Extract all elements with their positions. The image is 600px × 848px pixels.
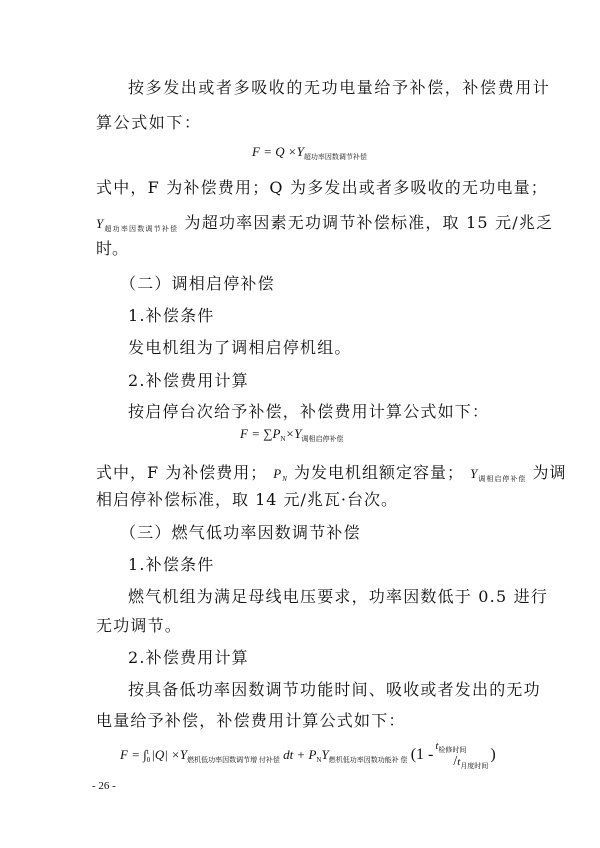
formula-gas-low-power-factor — [120, 740, 496, 772]
fraction-denominator: $/t_{月度时间}$ — [453, 754, 489, 770]
paragraph-text: 式中，F 为补偿费用； — [96, 463, 268, 482]
paragraph-line: 发电机组为了调相启停机组。 — [128, 338, 352, 357]
paragraph-line: 燃气机组为满足母线电压要求，功率因数低于 0.5 进行 — [128, 587, 549, 606]
formula-phase-start-stop — [240, 426, 344, 444]
formula-text: dt + P — [279, 746, 317, 762]
paragraph-line: 按启停台次给予补偿，补偿费用计算公式如下： — [128, 402, 490, 421]
subsection-heading: 2.补偿费用计算 — [128, 648, 249, 667]
paragraph-text: 为调 — [532, 463, 567, 482]
formula-paren: ) — [490, 745, 496, 763]
formula-text: Y — [321, 746, 329, 762]
paragraph-line: 式中，F 为补偿费用；Q 为多发出或者多吸收的无功电量； — [96, 178, 548, 197]
subsection-heading: 1.补偿条件 — [128, 306, 215, 325]
symbol-subscript: 调相启停补偿 — [478, 475, 527, 483]
formula-subscript: 调相启停补偿 — [301, 435, 344, 443]
symbol-y: Y — [96, 216, 105, 231]
symbol-p: P — [273, 466, 283, 481]
formula-subscript: N — [280, 435, 286, 443]
paragraph-line: 时。 — [96, 239, 129, 258]
formula-text: F = ∑P — [240, 426, 281, 441]
integral-lower-limit: 0 — [146, 756, 151, 764]
symbol-y: Y — [470, 466, 479, 481]
subsection-heading: 2.补偿费用计算 — [128, 371, 249, 390]
formula-subscript: N — [316, 755, 322, 764]
paragraph-line: 无功调节。 — [96, 616, 183, 635]
formula-overpower-factor — [252, 144, 367, 162]
formula-text: |Q| ×Y — [151, 746, 188, 762]
formula-paren: (1 - — [410, 745, 434, 763]
integral-upper-limit: t — [146, 748, 149, 756]
paragraph-line: 算公式如下： — [96, 113, 202, 132]
paragraph-line — [96, 463, 566, 489]
paragraph-line: 电量给予补偿，补偿费用计算公式如下： — [96, 711, 406, 730]
page-number: - 26 - — [92, 780, 116, 792]
paragraph-line: 相启停补偿标准，取 14 元/兆瓦·台次。 — [96, 490, 399, 509]
paragraph-line: 按具备低功率因数调节功能时间、吸收或者发出的无功 — [128, 680, 541, 699]
formula-text: ×Y — [285, 426, 302, 441]
formula-subscript: 超功率因数调节补偿 — [303, 153, 367, 161]
paragraph-line: 按多发出或者多吸收的无功电量给予补偿，补偿费用计 — [128, 78, 551, 97]
paragraph-text: 为超功率因素无功调节补偿标准，取 15 元/兆乏 — [184, 213, 554, 232]
symbol-subscript: N — [282, 475, 288, 483]
section-heading: （三）燃气低功率因数调节补偿 — [120, 523, 361, 542]
formula-text: F = ∫ — [120, 746, 147, 762]
integral-limits — [147, 748, 151, 764]
formula-subscript: 燃机低功率因数功能补 偿 — [328, 755, 408, 764]
symbol-subscript: 超功率因数调节补偿 — [104, 225, 179, 233]
paragraph-text: 为发电机组额定容量； — [294, 463, 465, 482]
section-heading: （二）调相启停补偿 — [120, 274, 275, 293]
formula-text: F = Q ×Y — [252, 144, 304, 159]
formula-subscript: 燃机低功率因数调节增 付补偿 — [187, 755, 280, 764]
formula-fraction — [435, 740, 488, 772]
fraction-numerator: $t_{检修时间}$ — [435, 740, 467, 754]
paragraph-line — [96, 213, 553, 239]
subsection-heading: 1.补偿条件 — [128, 555, 215, 574]
